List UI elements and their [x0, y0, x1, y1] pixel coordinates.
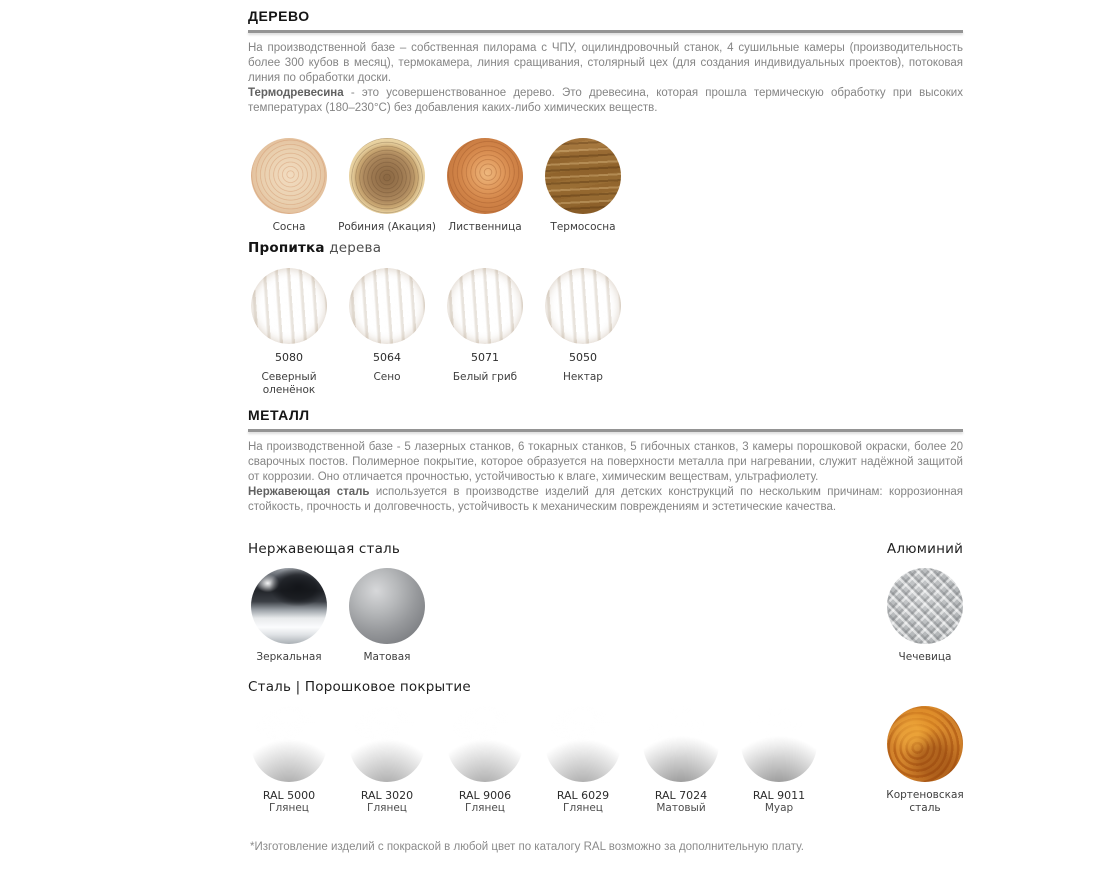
powder-row [240, 706, 828, 815]
powder-swatch-ral5000 [240, 706, 338, 815]
impregnation-5071-circle [447, 268, 523, 344]
metal-section-title: МЕТАЛЛ [248, 407, 310, 423]
stainless-swatch-mirror [240, 568, 338, 664]
ral-9006-ball [447, 706, 523, 782]
ral-9006-finish: Глянец [465, 802, 505, 814]
stainless-row [240, 568, 436, 664]
ral-5000-ball [251, 706, 327, 782]
ral-3020-finish: Глянец [367, 802, 407, 814]
metal-paragraph-2-rest: используется в производстве изделий для детских конструкций по нескольким причинам: коррозионная стойкость, прочность и долговечность, устойчивость к механическим повреждениям и эстетические качества. [248, 486, 963, 513]
impregnation-swatch-5064 [338, 268, 436, 397]
powder-swatch-ral7024 [632, 706, 730, 815]
pine-swatch-label: Сосна [272, 221, 306, 233]
wood-paragraph-2-lead: Термодревесина [248, 87, 344, 99]
impregnation-5064-name: Сено [373, 371, 401, 383]
matte-steel-ball [349, 568, 425, 644]
impregnation-title-rest: дерева [324, 240, 382, 256]
impregnation-5050-name: Нектар [563, 371, 603, 383]
robinia-swatch-label: Робиния (Акация) [338, 221, 436, 233]
impregnation-5080-code: 5080 [275, 351, 303, 364]
powder-swatch-ral9006 [436, 706, 534, 815]
wood-paragraph-1: На производственной базе – собственная пилорама с ЧПУ, оцилиндровочный станок, 4 сушильные камеры (производительность более 300 кубов в месяц), термокамера, линия сращивания, столярный цех (для создания индивидуальных проектов), потоковая линия по обработки доски. [248, 42, 963, 84]
wood-paragraph-2 [248, 86, 963, 116]
impregnation-5064-code: 5064 [373, 351, 401, 364]
corten-steel-label: Кортеновская сталь [886, 789, 964, 814]
matte-steel-label: Матовая [363, 651, 411, 663]
wood-swatch-thermopine [534, 138, 632, 234]
ral-9011-code: RAL 9011 [752, 789, 806, 802]
impregnation-5080-name: Северный оленёнок [261, 371, 317, 396]
wood-swatch-robinia [338, 138, 436, 234]
impregnation-5071-code: 5071 [471, 351, 499, 364]
ral-7024-code: RAL 7024 [654, 789, 708, 802]
impregnation-5050-circle [545, 268, 621, 344]
ral-9006-code: RAL 9006 [458, 789, 512, 802]
content-column [248, 0, 963, 879]
impregnation-5071-name: Белый гриб [452, 371, 518, 383]
impregnation-row [240, 268, 632, 397]
ral-5000-finish: Глянец [269, 802, 309, 814]
metal-paragraph-2 [248, 485, 963, 515]
ral-3020-code: RAL 3020 [360, 789, 414, 802]
powder-swatch-ral6029 [534, 706, 632, 815]
ral-6029-ball [545, 706, 621, 782]
ral-9011-ball [741, 706, 817, 782]
impregnation-swatch-5050 [534, 268, 632, 397]
impregnation-5080-circle [251, 268, 327, 344]
mirror-steel-label: Зеркальная [256, 651, 322, 663]
impregnation-swatch-5071 [436, 268, 534, 397]
aluminum-title: Алюминий [886, 541, 964, 557]
metal-paragraph-2-lead: Нержавеющая сталь [248, 486, 370, 498]
ral-9011-finish: Муар [764, 802, 794, 814]
wood-swatch-pine [240, 138, 338, 234]
ral-7024-finish: Матовый [656, 802, 706, 814]
robinia-swatch-circle [349, 138, 425, 214]
impregnation-5050-code: 5050 [569, 351, 597, 364]
stainless-title: Нержавеющая сталь [248, 541, 401, 557]
powder-title: Сталь | Порошковое покрытие [248, 679, 471, 695]
mirror-steel-ball [251, 568, 327, 644]
diamond-plate-label: Чечевица [898, 651, 952, 663]
impregnation-title-bold: Пропитка [248, 240, 325, 256]
metal-section-text [248, 440, 963, 515]
wood-section-text [248, 41, 963, 116]
ral-3020-ball [349, 706, 425, 782]
wood-species-row [240, 138, 632, 234]
ral-6029-finish: Глянец [563, 802, 603, 814]
powder-swatch-ral3020 [338, 706, 436, 815]
diamond-plate-circle [887, 568, 963, 644]
thermopine-swatch-circle [545, 138, 621, 214]
powder-swatch-ral9011 [730, 706, 828, 815]
ral-6029-code: RAL 6029 [556, 789, 610, 802]
footnote: *Изготовление изделий с покраской в любой цвет по каталогу RAL возможно за дополнительную плату. [250, 841, 804, 853]
impregnation-5064-circle [349, 268, 425, 344]
larch-swatch-label: Лиственница [448, 221, 522, 233]
impregnation-title [248, 240, 381, 256]
wood-section-rule [248, 30, 963, 33]
larch-swatch-circle [447, 138, 523, 214]
wood-paragraph-2-rest: - это усовершенствованное дерево. Это древесина, которая прошла термическую обработку при высоких температурах (180–230°С) без добавления каких-либо химических веществ. [248, 87, 963, 114]
ral-7024-ball [643, 706, 719, 782]
wood-swatch-larch [436, 138, 534, 234]
aluminum-swatch-lentil [876, 568, 974, 664]
metal-section-rule [248, 429, 963, 432]
pine-swatch-circle [251, 138, 327, 214]
stainless-swatch-matte [338, 568, 436, 664]
corten-swatch [876, 706, 974, 815]
corten-steel-circle [887, 706, 963, 782]
ral-5000-code: RAL 5000 [262, 789, 316, 802]
thermopine-swatch-label: Термососна [550, 221, 616, 233]
metal-paragraph-1: На производственной базе - 5 лазерных станков, 6 токарных станков, 5 гибочных станков, 3 камеры порошковой окраски, более 20 сварочных постов. Полимерное покрытие, которое образуется на поверхности металла при нагревании, служит надёжной защитой от коррозии. Оно отличается прочностью, устойчивостью к влаге, химическим веществам, ультрафиолету. [248, 441, 963, 483]
wood-section-title: ДЕРЕВО [248, 8, 310, 24]
impregnation-swatch-5080 [240, 268, 338, 397]
